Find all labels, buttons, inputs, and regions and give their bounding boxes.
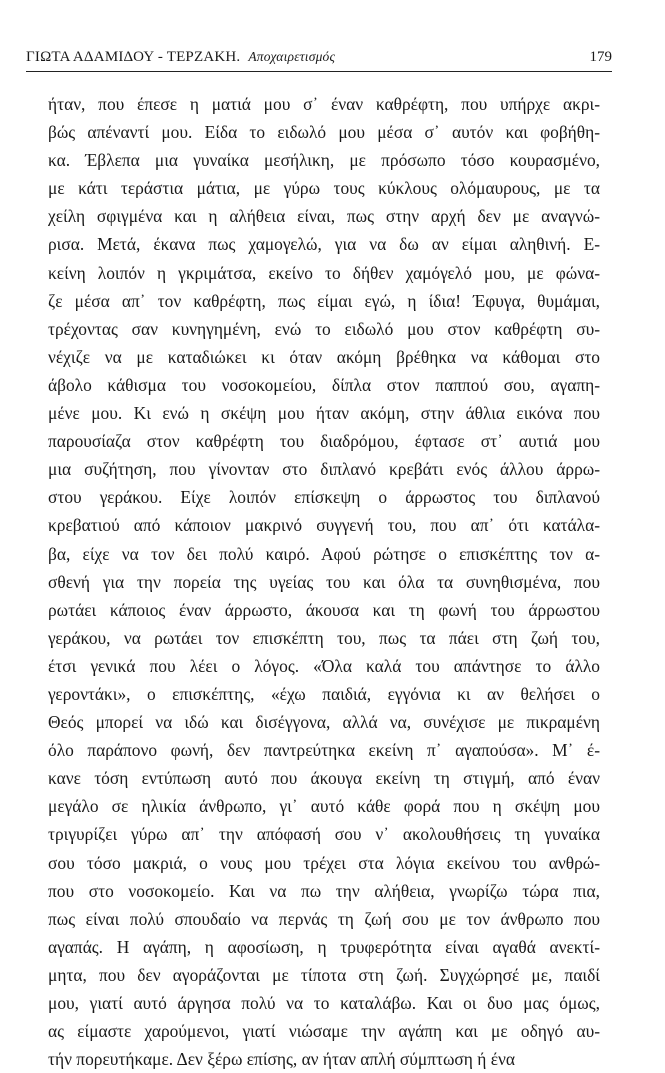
text-line: που στο νοσοκομείο. Και να πω την αλήθεια, γνωρίζω τώρα πια, — [48, 880, 600, 901]
text-line: κρεβατιού από κάποιον μακρινό συγγενή του, που απ᾽ ότι κατάλα- — [48, 515, 600, 536]
text-line: μένε μου. Κι ενώ η σκέψη μου ήταν ακόμη, στην άθλια εικόνα που — [48, 403, 600, 424]
page-number: 179 — [589, 49, 612, 65]
text-line: τριγυρίζει γύρω απ᾽ την απόφασή σου ν᾽ ακολουθήσεις τη γυναίκα — [48, 824, 600, 845]
text-line: νέχιζε να με καταδιώκει κι όταν ακόμη βρέθηκα να κάθομαι στο — [48, 346, 600, 367]
header-author-line — [26, 49, 335, 66]
text-line: Θεός μπορεί να ιδώ και δισέγγονα, αλλά να, συνέχισε με πικραμένη — [48, 712, 600, 733]
text-line: μητα, που δεν αγοράζονται με τίποτα στη ζωή. Συγχώρησέ με, παιδί — [48, 964, 600, 985]
text-line: γεράκου, να ρωτάει τον επισκέπτη του, πως τα πάει στη ζωή του, — [48, 627, 600, 648]
text-line: βα, είχε να τον δει πολύ καιρό. Αφού ρώτησε ο επισκέπτης τον α- — [48, 543, 600, 564]
text-line: σθενή για την πορεία της υγείας του και όλα τα συνηθισμένα, που — [48, 571, 600, 592]
text-line: βώς απέναντί μου. Είδα το ειδωλό μου μέσα σ᾽ αυτόν και φοβήθη- — [48, 122, 600, 143]
text-line: ρωτάει κάποιος έναν άρρωστο, άκουσα και τη φωνή του άρρωστου — [48, 599, 600, 620]
text-line: όλο παράπονο φωνή, δεν παντρεύτηκα εκείνη π᾽ αγαπούσα». Μ᾽ έ- — [48, 740, 600, 761]
header-divider — [26, 71, 612, 72]
text-line: κα. Έβλεπα μια γυναίκα μεσήλικη, με πρόσωπο τόσο κουρασμένο, — [48, 150, 600, 171]
text-line: γεροντάκι», ο επισκέπτης, «έχω παιδιά, εγγόνια κι αν θελήσει ο — [48, 683, 600, 704]
header-author: ΓΙΩΤΑ ΑΔΑΜΙΔΟΥ - ΤΕΡΖΑΚΗ. — [26, 49, 241, 65]
text-line: σου τόσο μακριά, ο νους μου τρέχει στα λόγια εκείνου του ανθρώ- — [48, 852, 600, 873]
text-line: μου, γιατί αυτό άργησα πολύ να το καταλάβω. Και οι δυο μας όμως, — [48, 993, 600, 1013]
text-line: μια συζήτηση, που γίνονταν στο διπλανό κρεβάτι ενός άλλου άρρω- — [48, 459, 600, 480]
text-line: ρισα. Μετά, έκανα πως χαμογελώ, για να δω αν είμαι αληθινή. Ε- — [48, 234, 600, 255]
text-line: πως είναι πολύ σπουδαίο να περνάς τη ζωή σου με τον άνθρωπο που — [48, 908, 600, 929]
text-line: ας είμαστε χαρούμενοι, γιατί νιώσαμε την αγάπη και με οδηγό αυ- — [48, 1021, 600, 1042]
text-line: έτσι γενικά που λέει ο λόγος. «Όλα καλά του απάντησε το άλλο — [48, 655, 600, 676]
body-text — [48, 90, 600, 1073]
text-line: ζε μέσα απ᾽ τον καθρέφτη, πως είμαι εγώ, η ίδια! Έφυγα, θυμάμαι, — [48, 290, 600, 311]
text-line: μεγάλο σε ηλικία άνθρωπο, γι᾽ αυτό κάθε φορά που η σκέψη μου — [48, 796, 600, 817]
running-header — [26, 49, 612, 71]
header-book-title: Αποχαιρετισμός — [248, 49, 336, 64]
text-line: χείλη σφιγμένα και η αλήθεια είναι, πως στην αρχή δεν με αναγνώ- — [48, 206, 600, 227]
text-line: παρουσίαζα στον καθρέφτη του διαδρόμου, έφτασε στ᾽ αυτιά μου — [48, 431, 600, 452]
text-line: άβολο κάθισμα του νοσοκομείου, δίπλα στον παππού σου, αγαπη- — [48, 374, 600, 395]
text-line: αγαπάς. Η αγάπη, η αφοσίωση, η τρυφερότητα είναι αγαθά ανεκτί- — [48, 936, 600, 957]
text-line: με κάτι τεράστια μάτια, με γύρω τους κύκλους ολόμαυρους, με τα — [48, 178, 600, 199]
text-line: τήν πορευτήκαμε. Δεν ξέρω επίσης, αν ήταν απλή σύμπτωση ή ένα — [48, 1049, 515, 1070]
text-line: κείνη λοιπόν η γκριμάτσα, εκείνο το δήθεν χαμόγελό μου, με φώνα- — [48, 262, 600, 283]
text-line: ήταν, που έπεσε η ματιά μου σ᾽ έναν καθρέφτη, που υπήρχε ακρι- — [48, 94, 600, 114]
text-line: στου γεράκου. Είχε λοιπόν επίσκεψη ο άρρωστος του διπλανού — [48, 487, 600, 508]
text-line: τρέχοντας σαν κυνηγημένη, ενώ το ειδωλό μου στον καθρέφτη συ- — [48, 318, 600, 339]
text-line: κανε τόση εντύπωση αυτό που άκουγα εκείνη τη στιγμή, από έναν — [48, 768, 600, 789]
